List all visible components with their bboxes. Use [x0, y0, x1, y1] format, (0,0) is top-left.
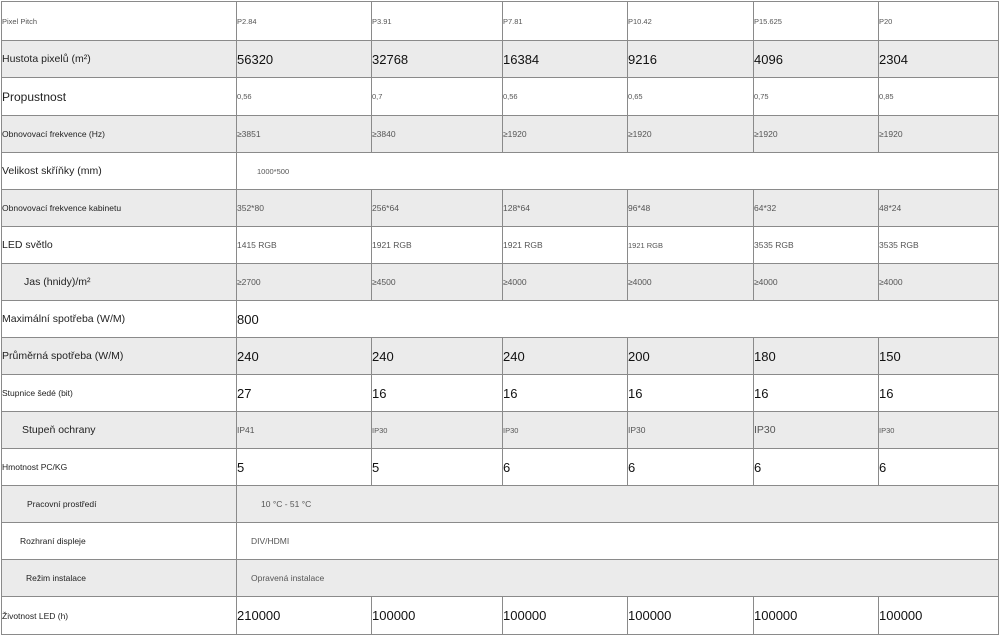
table-row — [2, 338, 999, 375]
row-label: LED světlo — [2, 227, 237, 264]
table-cell: 100000 — [628, 597, 754, 635]
table-cell: 0,75 — [754, 78, 879, 116]
table-cell: 16 — [879, 375, 999, 412]
table-cell: 210000 — [237, 597, 372, 635]
row-label: Propustnost — [2, 78, 237, 116]
table-cell: ≥4000 — [628, 264, 754, 301]
row-label: Obnovovací frekvence (Hz) — [2, 116, 237, 153]
table-cell: IP30 — [879, 412, 999, 449]
table-cell: 0,65 — [628, 78, 754, 116]
table-cell: 10 °C - 51 °C — [237, 486, 999, 523]
table-cell: 64*32 — [754, 190, 879, 227]
table-row — [2, 301, 999, 338]
table-cell: 16 — [754, 375, 879, 412]
table-cell: P3.91 — [372, 2, 503, 41]
table-cell: 48*24 — [879, 190, 999, 227]
table-cell: DIV/HDMI — [237, 523, 999, 560]
table-cell: Opravená instalace — [237, 560, 999, 597]
table-cell: P2.84 — [237, 2, 372, 41]
table-cell: 128*64 — [503, 190, 628, 227]
table-cell: ≥3840 — [372, 116, 503, 153]
row-label: Pracovní prostředí — [2, 486, 237, 523]
row-label: Průměrná spotřeba (W/M) — [2, 338, 237, 375]
table-cell: 6 — [503, 449, 628, 486]
table-cell: 16 — [372, 375, 503, 412]
row-label: Stupeň ochrany — [2, 412, 237, 449]
table-row — [2, 560, 999, 597]
table-cell: 3535 RGB — [879, 227, 999, 264]
table-cell: 1921 RGB — [628, 227, 754, 264]
table-cell: 1921 RGB — [372, 227, 503, 264]
table-cell: 5 — [372, 449, 503, 486]
table-cell: ≥1920 — [754, 116, 879, 153]
table-cell: IP41 — [237, 412, 372, 449]
table-cell: 56320 — [237, 41, 372, 78]
table-cell: 150 — [879, 338, 999, 375]
table-cell: P15.625 — [754, 2, 879, 41]
table-cell: 16 — [628, 375, 754, 412]
table-cell: 0,56 — [237, 78, 372, 116]
table-cell: 100000 — [879, 597, 999, 635]
table-cell: P10.42 — [628, 2, 754, 41]
table-cell: ≥1920 — [879, 116, 999, 153]
table-cell: 16 — [503, 375, 628, 412]
table-row — [2, 597, 999, 635]
row-label: Obnovovací frekvence kabinetu — [2, 190, 237, 227]
row-label: Velikost skříňky (mm) — [2, 153, 237, 190]
table-cell: 9216 — [628, 41, 754, 78]
table-row — [2, 449, 999, 486]
table-cell: ≥4000 — [754, 264, 879, 301]
table-cell: 240 — [372, 338, 503, 375]
table-cell: 27 — [237, 375, 372, 412]
table-cell: 100000 — [372, 597, 503, 635]
table-row — [2, 116, 999, 153]
row-label: Jas (hnidy)/m² — [2, 264, 237, 301]
table-cell: 96*48 — [628, 190, 754, 227]
row-label: Pixel Pitch — [2, 2, 237, 41]
table-cell: 200 — [628, 338, 754, 375]
table-cell: ≥1920 — [503, 116, 628, 153]
table-row — [2, 190, 999, 227]
table-cell: ≥4000 — [503, 264, 628, 301]
table-cell: 180 — [754, 338, 879, 375]
table-cell: 32768 — [372, 41, 503, 78]
table-cell: ≥4500 — [372, 264, 503, 301]
table-cell: IP30 — [628, 412, 754, 449]
row-label: Režim instalace — [2, 560, 237, 597]
table-cell: 0,56 — [503, 78, 628, 116]
table-row — [2, 375, 999, 412]
table-cell: 2304 — [879, 41, 999, 78]
row-label: Rozhraní displeje — [2, 523, 237, 560]
table-cell: 256*64 — [372, 190, 503, 227]
table-cell: 240 — [503, 338, 628, 375]
table-cell: 100000 — [754, 597, 879, 635]
table-cell: 16384 — [503, 41, 628, 78]
table-row — [2, 153, 999, 190]
table-cell: 100000 — [503, 597, 628, 635]
table-cell: 3535 RGB — [754, 227, 879, 264]
row-label: Maximální spotřeba (W/M) — [2, 301, 237, 338]
table-row — [2, 2, 999, 41]
table-row — [2, 412, 999, 449]
table-cell: 0,85 — [879, 78, 999, 116]
table-cell: 800 — [237, 301, 999, 338]
table-cell: 352*80 — [237, 190, 372, 227]
row-label: Stupnice šedé (bit) — [2, 375, 237, 412]
row-label: Hmotnost PC/KG — [2, 449, 237, 486]
table-cell: 1921 RGB — [503, 227, 628, 264]
table-cell: 0,7 — [372, 78, 503, 116]
table-cell: 5 — [237, 449, 372, 486]
table-cell: ≥2700 — [237, 264, 372, 301]
table-cell: 1000*500 — [237, 153, 999, 190]
table-cell: 1415 RGB — [237, 227, 372, 264]
row-label: Hustota pixelů (m²) — [2, 41, 237, 78]
table-cell: ≥4000 — [879, 264, 999, 301]
table-row — [2, 78, 999, 116]
table-cell: IP30 — [503, 412, 628, 449]
table-row — [2, 523, 999, 560]
table-row — [2, 486, 999, 523]
table-cell: P7.81 — [503, 2, 628, 41]
table-cell: IP30 — [372, 412, 503, 449]
table-cell: IP30 — [754, 412, 879, 449]
table-cell: 6 — [628, 449, 754, 486]
table-cell: 6 — [879, 449, 999, 486]
table-cell: P20 — [879, 2, 999, 41]
table-cell: ≥3851 — [237, 116, 372, 153]
specification-table — [1, 1, 999, 635]
table-row — [2, 227, 999, 264]
row-label: Životnost LED (h) — [2, 597, 237, 635]
table-row — [2, 264, 999, 301]
table-cell: ≥1920 — [628, 116, 754, 153]
table-row — [2, 41, 999, 78]
table-cell: 4096 — [754, 41, 879, 78]
table-cell: 6 — [754, 449, 879, 486]
table-cell: 240 — [237, 338, 372, 375]
